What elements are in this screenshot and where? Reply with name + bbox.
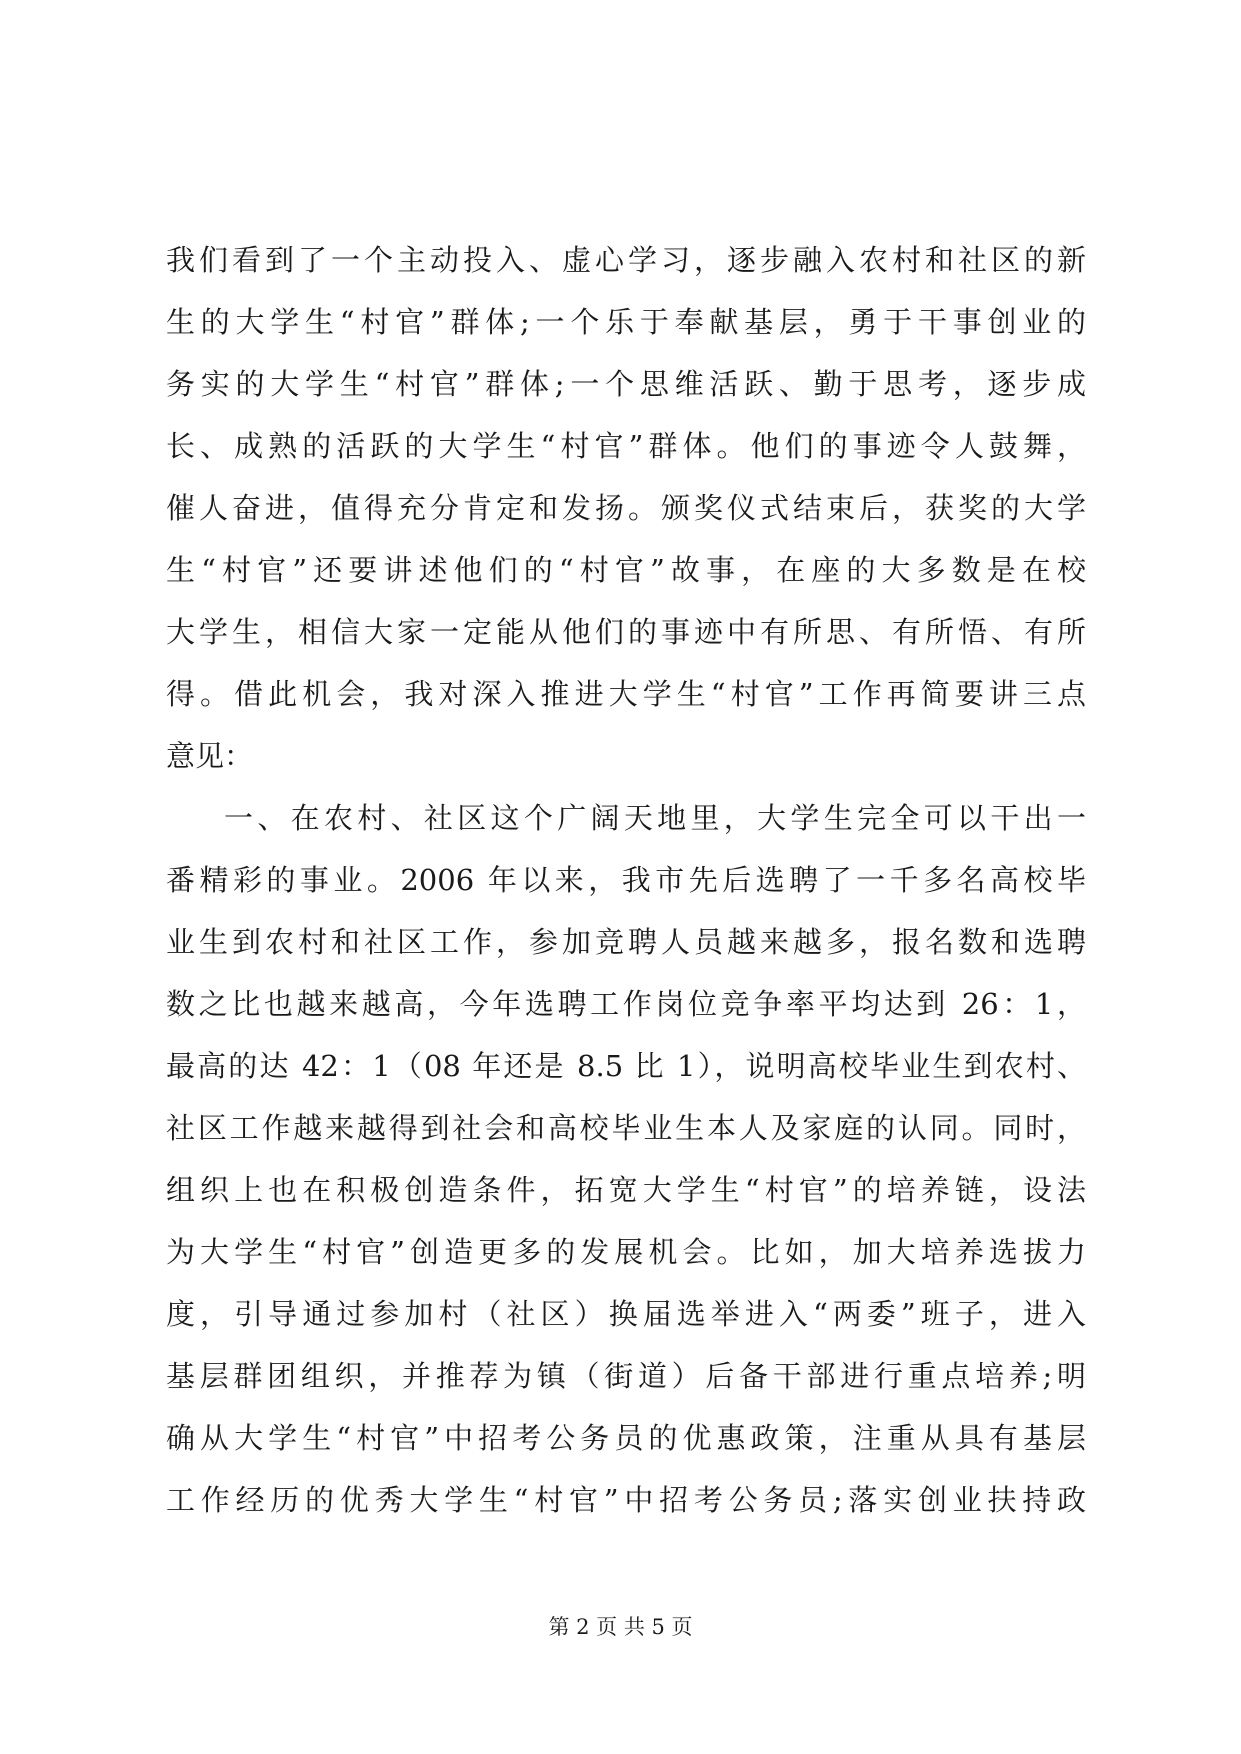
text-line: 得。借此机会，我对深入推进大学生“村官”工作再简要讲三点 — [166, 677, 1086, 711]
text-line: 业生到农村和社区工作，参加竞聘人员越来越多，报名数和选聘 — [166, 925, 1086, 959]
text-line: 最高的达 42：1（08 年还是 8.5 比 1），说明高校毕业生到农村、 — [166, 1049, 1086, 1083]
page-number-footer: 第 2 页 共 5 页 — [548, 1615, 693, 1639]
text-line: 长、成熟的活跃的大学生“村官”群体。他们的事迹令人鼓舞， — [166, 429, 1086, 463]
text-line: 为大学生“村官”创造更多的发展机会。比如，加大培养选拔力 — [166, 1235, 1086, 1269]
text-line: 我们看到了一个主动投入、虚心学习，逐步融入农村和社区的新 — [166, 243, 1086, 277]
text-line: 数之比也越来越高，今年选聘工作岗位竞争率平均达到 26：1， — [166, 987, 1086, 1021]
text-line: 生“村官”还要讲述他们的“村官”故事，在座的大多数是在校 — [166, 553, 1086, 587]
text-line: 生的大学生“村官”群体;一个乐于奉献基层，勇于干事创业的 — [166, 305, 1086, 339]
text-line: 大学生，相信大家一定能从他们的事迹中有所思、有所悟、有所 — [166, 615, 1086, 649]
text-line: 务实的大学生“村官”群体;一个思维活跃、勤于思考，逐步成 — [166, 367, 1086, 401]
text-line: 工作经历的优秀大学生“村官”中招考公务员;落实创业扶持政 — [166, 1483, 1086, 1517]
text-line: 意见： — [166, 739, 254, 773]
text-line: 度，引导通过参加村（社区）换届选举进入“两委”班子，进入 — [166, 1297, 1086, 1331]
text-line: 番精彩的事业。2006 年以来，我市先后选聘了一千多名高校毕 — [166, 863, 1086, 897]
text-line: 社区工作越来越得到社会和高校毕业生本人及家庭的认同。同时， — [166, 1111, 1086, 1145]
text-line: 基层群团组织，并推荐为镇（街道）后备干部进行重点培养;明 — [166, 1359, 1086, 1393]
text-line: 催人奋进，值得充分肯定和发扬。颁奖仪式结束后，获奖的大学 — [166, 491, 1086, 525]
section-heading-line: 一、在农村、社区这个广阔天地里，大学生完全可以干出一 — [224, 801, 1086, 835]
text-line: 组织上也在积极创造条件，拓宽大学生“村官”的培养链，设法 — [166, 1173, 1086, 1207]
text-line: 确从大学生“村官”中招考公务员的优惠政策，注重从具有基层 — [166, 1421, 1086, 1455]
body-text — [166, 229, 1086, 1531]
